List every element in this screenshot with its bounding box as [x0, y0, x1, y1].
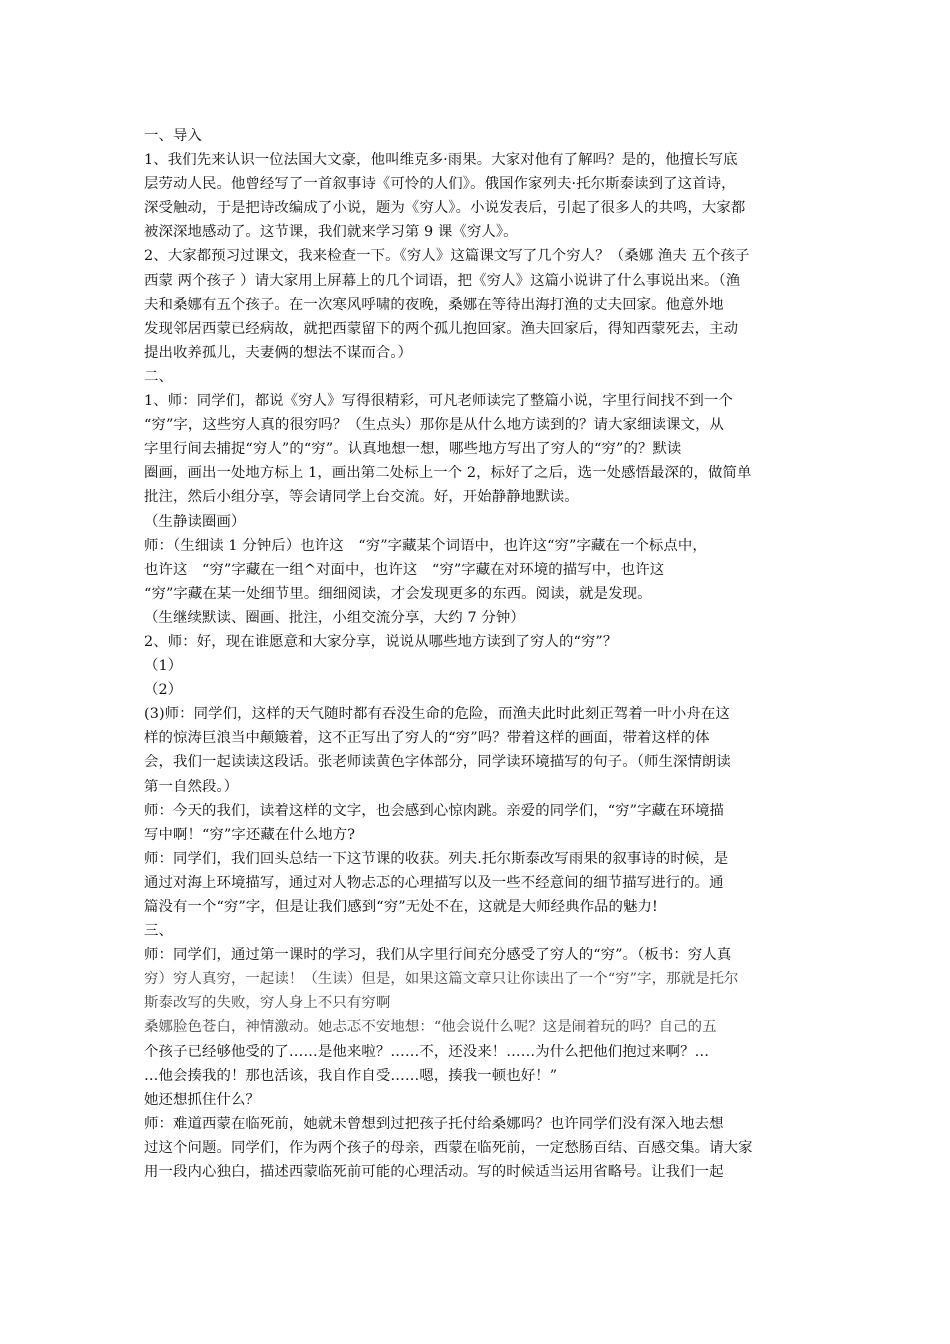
text-line: 批注，然后小组分享，等会请同学上台交流。好，开始静静地默读。 [144, 489, 579, 506]
text-line: 斯泰改写的失败，穷人身上不只有穷啊 [144, 995, 391, 1012]
text-line: 桑娜脸色苍白，神情激动。她忐忑不安地想：“他会说什么呢？这是闹着玩的吗？自己的五 [144, 1019, 717, 1036]
text-line: 过这个问题。同学们，作为两个孩子的母亲，西蒙在临死前，一定愁肠百结、百感交集。请大家 [144, 1139, 753, 1156]
text-line: 深受触动，于是把诗改编成了小说，题为《穷人》。小说发表后，引起了很多人的共鸣，大家都 [144, 200, 746, 217]
text-line: 通过对海上环境描写，通过对人物忐忑的心理描写以及一些不经意间的细节描写进行的。通 [144, 874, 724, 891]
text-line: 她还想抓住什么？ [144, 1091, 260, 1108]
text-line: “穷”字藏在某一处细节里。细细阅读，才会发现更多的东西。阅读，就是发现。 [144, 585, 652, 602]
text-line: …他会揍我的！那也活该，我自作自受……嗯，揍我一顿也好！” [144, 1067, 558, 1084]
text-line: 一、导入 [144, 128, 202, 144]
text-line: 师：同学们，通过第一课时的学习，我们从字里行间充分感受了穷人的“穷”。（板书：穷人真 [144, 947, 732, 964]
text-line: 师：难道西蒙在临死前，她就未曾想到过把孩子托付给桑娜吗？也许同学们没有深入地去想 [144, 1115, 724, 1132]
text-line: 2、师：好，现在谁愿意和大家分享，说说从哪些地方读到了穷人的“穷”？ [144, 633, 618, 650]
text-line: 第一自然段。） [144, 778, 239, 795]
text-line: 也许这 “穷”字藏在一组^对面中，也许这 “穷”字藏在对环境的描写中，也许这 [144, 561, 665, 578]
text-line: 个孩子已经够他受的了……是他来啦？……不，还没来！……为什么把他们抱过来啊？… [144, 1043, 710, 1060]
text-line: 提出收养孤儿，夫妻俩的想法不谋而合。） [144, 344, 413, 361]
text-line: 1、师：同学们，都说《穷人》写得很精彩，可凡老师读完了整篇小说，字里行间找不到一个 [144, 393, 733, 410]
text-line: 用一段内心独白，描述西蒙临死前可能的心理活动。写的时候适当运用省略号。让我们一起 [144, 1164, 724, 1181]
text-line: 师：今天的我们，读着这样的文字，也会感到心惊肉跳。亲爱的同学们，“穷”字藏在环境描 [144, 802, 725, 819]
text-line: 发现邻居西蒙已经病故，就把西蒙留下的两个孤儿抱回家。渔夫回家后，得知西蒙死去，主动 [144, 320, 739, 337]
text-line: 师：同学们，我们回头总结一下这节课的收获。列夫.托尔斯泰改写雨果的叙事诗的时候，是 [144, 850, 729, 867]
text-line: 会，我们一起读读这段话。张老师读黄色字体部分，同学读环境描写的句子。（师生深情朗读 [144, 754, 731, 771]
text-line: （2） [144, 682, 183, 699]
text-line: 夫和桑娜有五个孩子。在一次寒风呼啸的夜晚，桑娜在等待出海打渔的丈夫回家。他意外地 [144, 296, 724, 313]
text-line: 篇没有一个“穷”字，但是让我们感到“穷”无处不在，这就是大师经典作品的魅力! [144, 899, 658, 915]
text-line: 被深深地感动了。这节课，我们就来学习第 9 课《穷人》。 [144, 224, 518, 241]
text-line: 二、 [144, 368, 173, 385]
text-line: （生静读圈画） [144, 513, 246, 530]
text-line: “穷”字，这些穷人真的很穷吗？（生点头）那你是从什么地方读到的？请大家细读课文，从 [144, 417, 725, 434]
text-line: 穷）穷人真穷，一起读！（生读）但是，如果这篇文章只让你读出了一个“穷”字，那就是托尔 [144, 971, 739, 988]
text-line: （生继续默读、圈画、批注，小组交流分享，大约 7 分钟） [144, 609, 525, 626]
document-body [144, 124, 808, 1184]
text-line: （1） [144, 658, 183, 675]
text-line: 2、大家都预习过课文，我来检查一下。《穷人》这篇课文写了几个穷人？（桑娜 渔夫 五个孩子 [144, 248, 750, 265]
text-line: 写中啊！“穷”字还藏在什么地方? [144, 826, 356, 843]
text-line: 1、我们先来认识一位法国大文豪，他叫维克多·雨果。大家对他有了解吗？是的，他擅长写底 [144, 152, 738, 169]
text-line: 圈画，画出一处地方标上 1，画出第二处标上一个 2，标好了之后，选一处感悟最深的，做简单 [144, 465, 752, 482]
text-line: 师：（生细读 1 分钟后）也许这 “穷”字藏某个词语中，也许这“穷”字藏在一个标点中， [144, 537, 707, 554]
text-line: 三、 [144, 923, 173, 940]
text-line: 字里行间去捕捉“穷人”的“穷”。认真地想一想，哪些地方写出了穷人的“穷”的？默读 [144, 441, 682, 458]
text-line: 层劳动人民。他曾经写了一首叙事诗《可怜的人们》。俄国作家列夫·托尔斯泰读到了这首诗， [144, 176, 736, 193]
text-line: 西蒙 两个孩子 ）请大家用上屏幕上的几个词语，把《穷人》这篇小说讲了什么事说出来。（渔 [144, 272, 741, 289]
text-line: (3)师：同学们，这样的天气随时都有吞没生命的危险，而渔夫此时此刻正驾着一叶小舟在这 [144, 706, 730, 723]
text-line: 样的惊涛巨浪当中颠簸着，这不正写出了穷人的“穷”吗？带着这样的画面，带着这样的体 [144, 730, 710, 747]
